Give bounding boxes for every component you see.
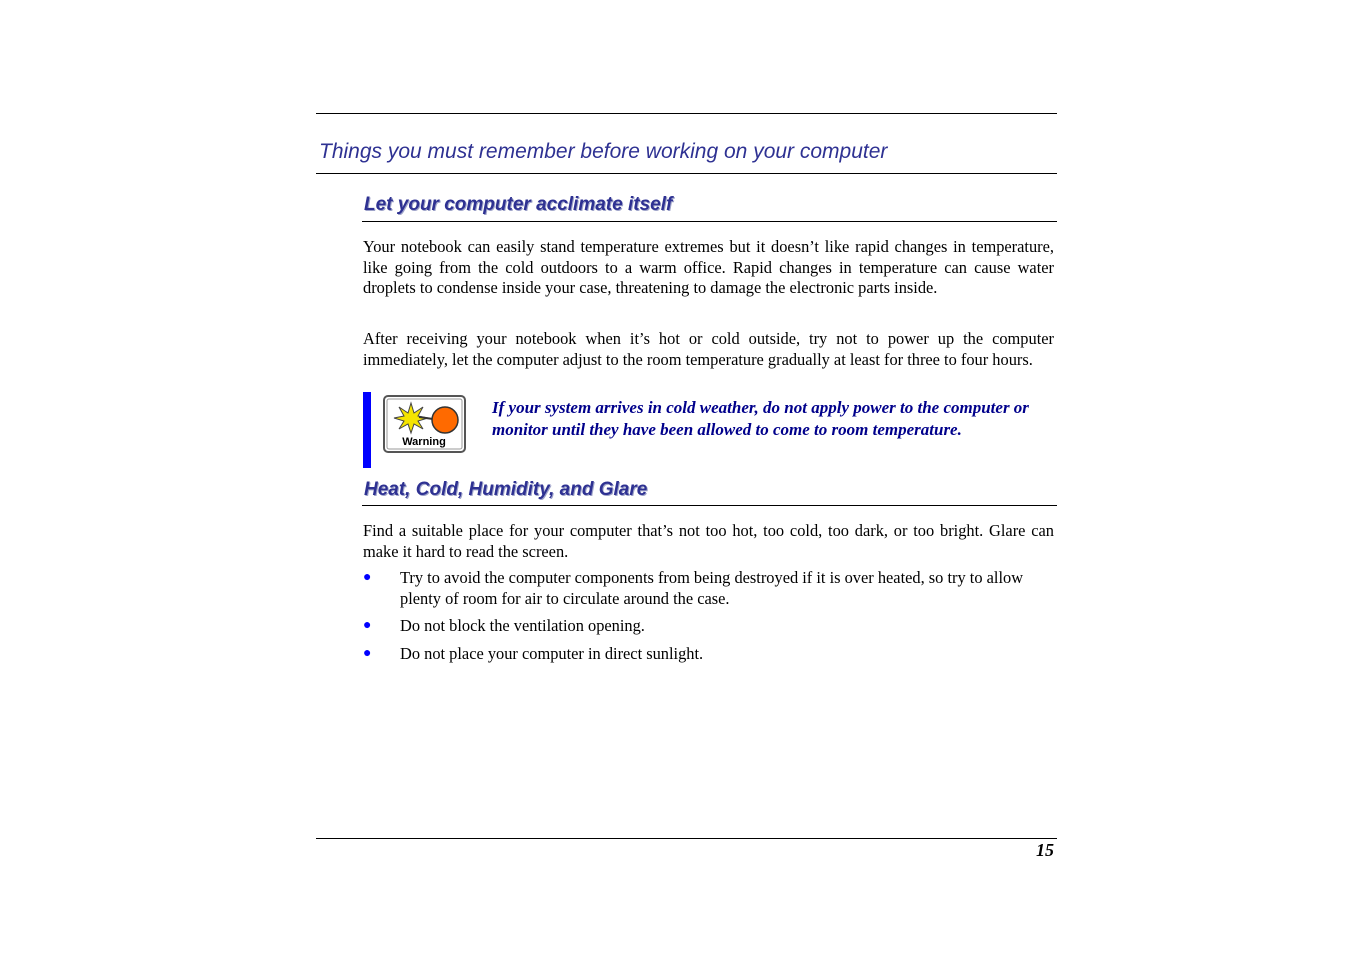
- footer-rule: [316, 838, 1057, 839]
- warning-text: If your system arrives in cold weather, do not apply power to the computer or monitor until they have been allowed to come to room temperature.: [492, 398, 1029, 439]
- list-item-text: Do not block the ventilation opening.: [400, 616, 645, 635]
- section-rule: [362, 505, 1057, 506]
- section-heading-acclimate: Let your computer acclimate itself: [364, 194, 673, 215]
- bullet-icon: ●: [363, 570, 372, 585]
- paragraph: Find a suitable place for your computer that’s not too hot, too cold, too dark, or too bright. Glare can make it hard to read the screen.: [363, 521, 1054, 561]
- paragraph: After receiving your notebook when it’s hot or cold outside, try not to power up the computer immediately, let the computer adjust to the room temperature gradually at least for three to four hours.: [363, 329, 1054, 369]
- warning-bar: [363, 392, 371, 468]
- bullet-icon: ●: [363, 618, 372, 633]
- paragraph: Your notebook can easily stand temperature extremes but it doesn’t like rapid changes in temperature, like going from the cold outdoors to a warm office. Rapid changes in temperature can cause water droplets to condense inside your case, threatening to damage the electronic parts inside.: [363, 237, 1054, 297]
- top-rule: [316, 113, 1057, 114]
- section-heading-heat: Heat, Cold, Humidity, and Glare: [364, 479, 648, 500]
- section-rule: [362, 221, 1057, 222]
- title-rule: [316, 173, 1057, 174]
- page-number: 15: [1036, 840, 1054, 860]
- bullet-icon: ●: [363, 646, 372, 661]
- list-item-text: Do not place your computer in direct sunlight.: [400, 644, 704, 663]
- warning-icon-label: Warning: [402, 436, 446, 448]
- page-title: Things you must remember before working on your computer: [319, 140, 888, 163]
- list-item-text: Try to avoid the computer components from being destroyed if it is over heated, so try to allow plenty of room for air to circulate around the case.: [400, 568, 1024, 608]
- warning-icon: [383, 395, 466, 453]
